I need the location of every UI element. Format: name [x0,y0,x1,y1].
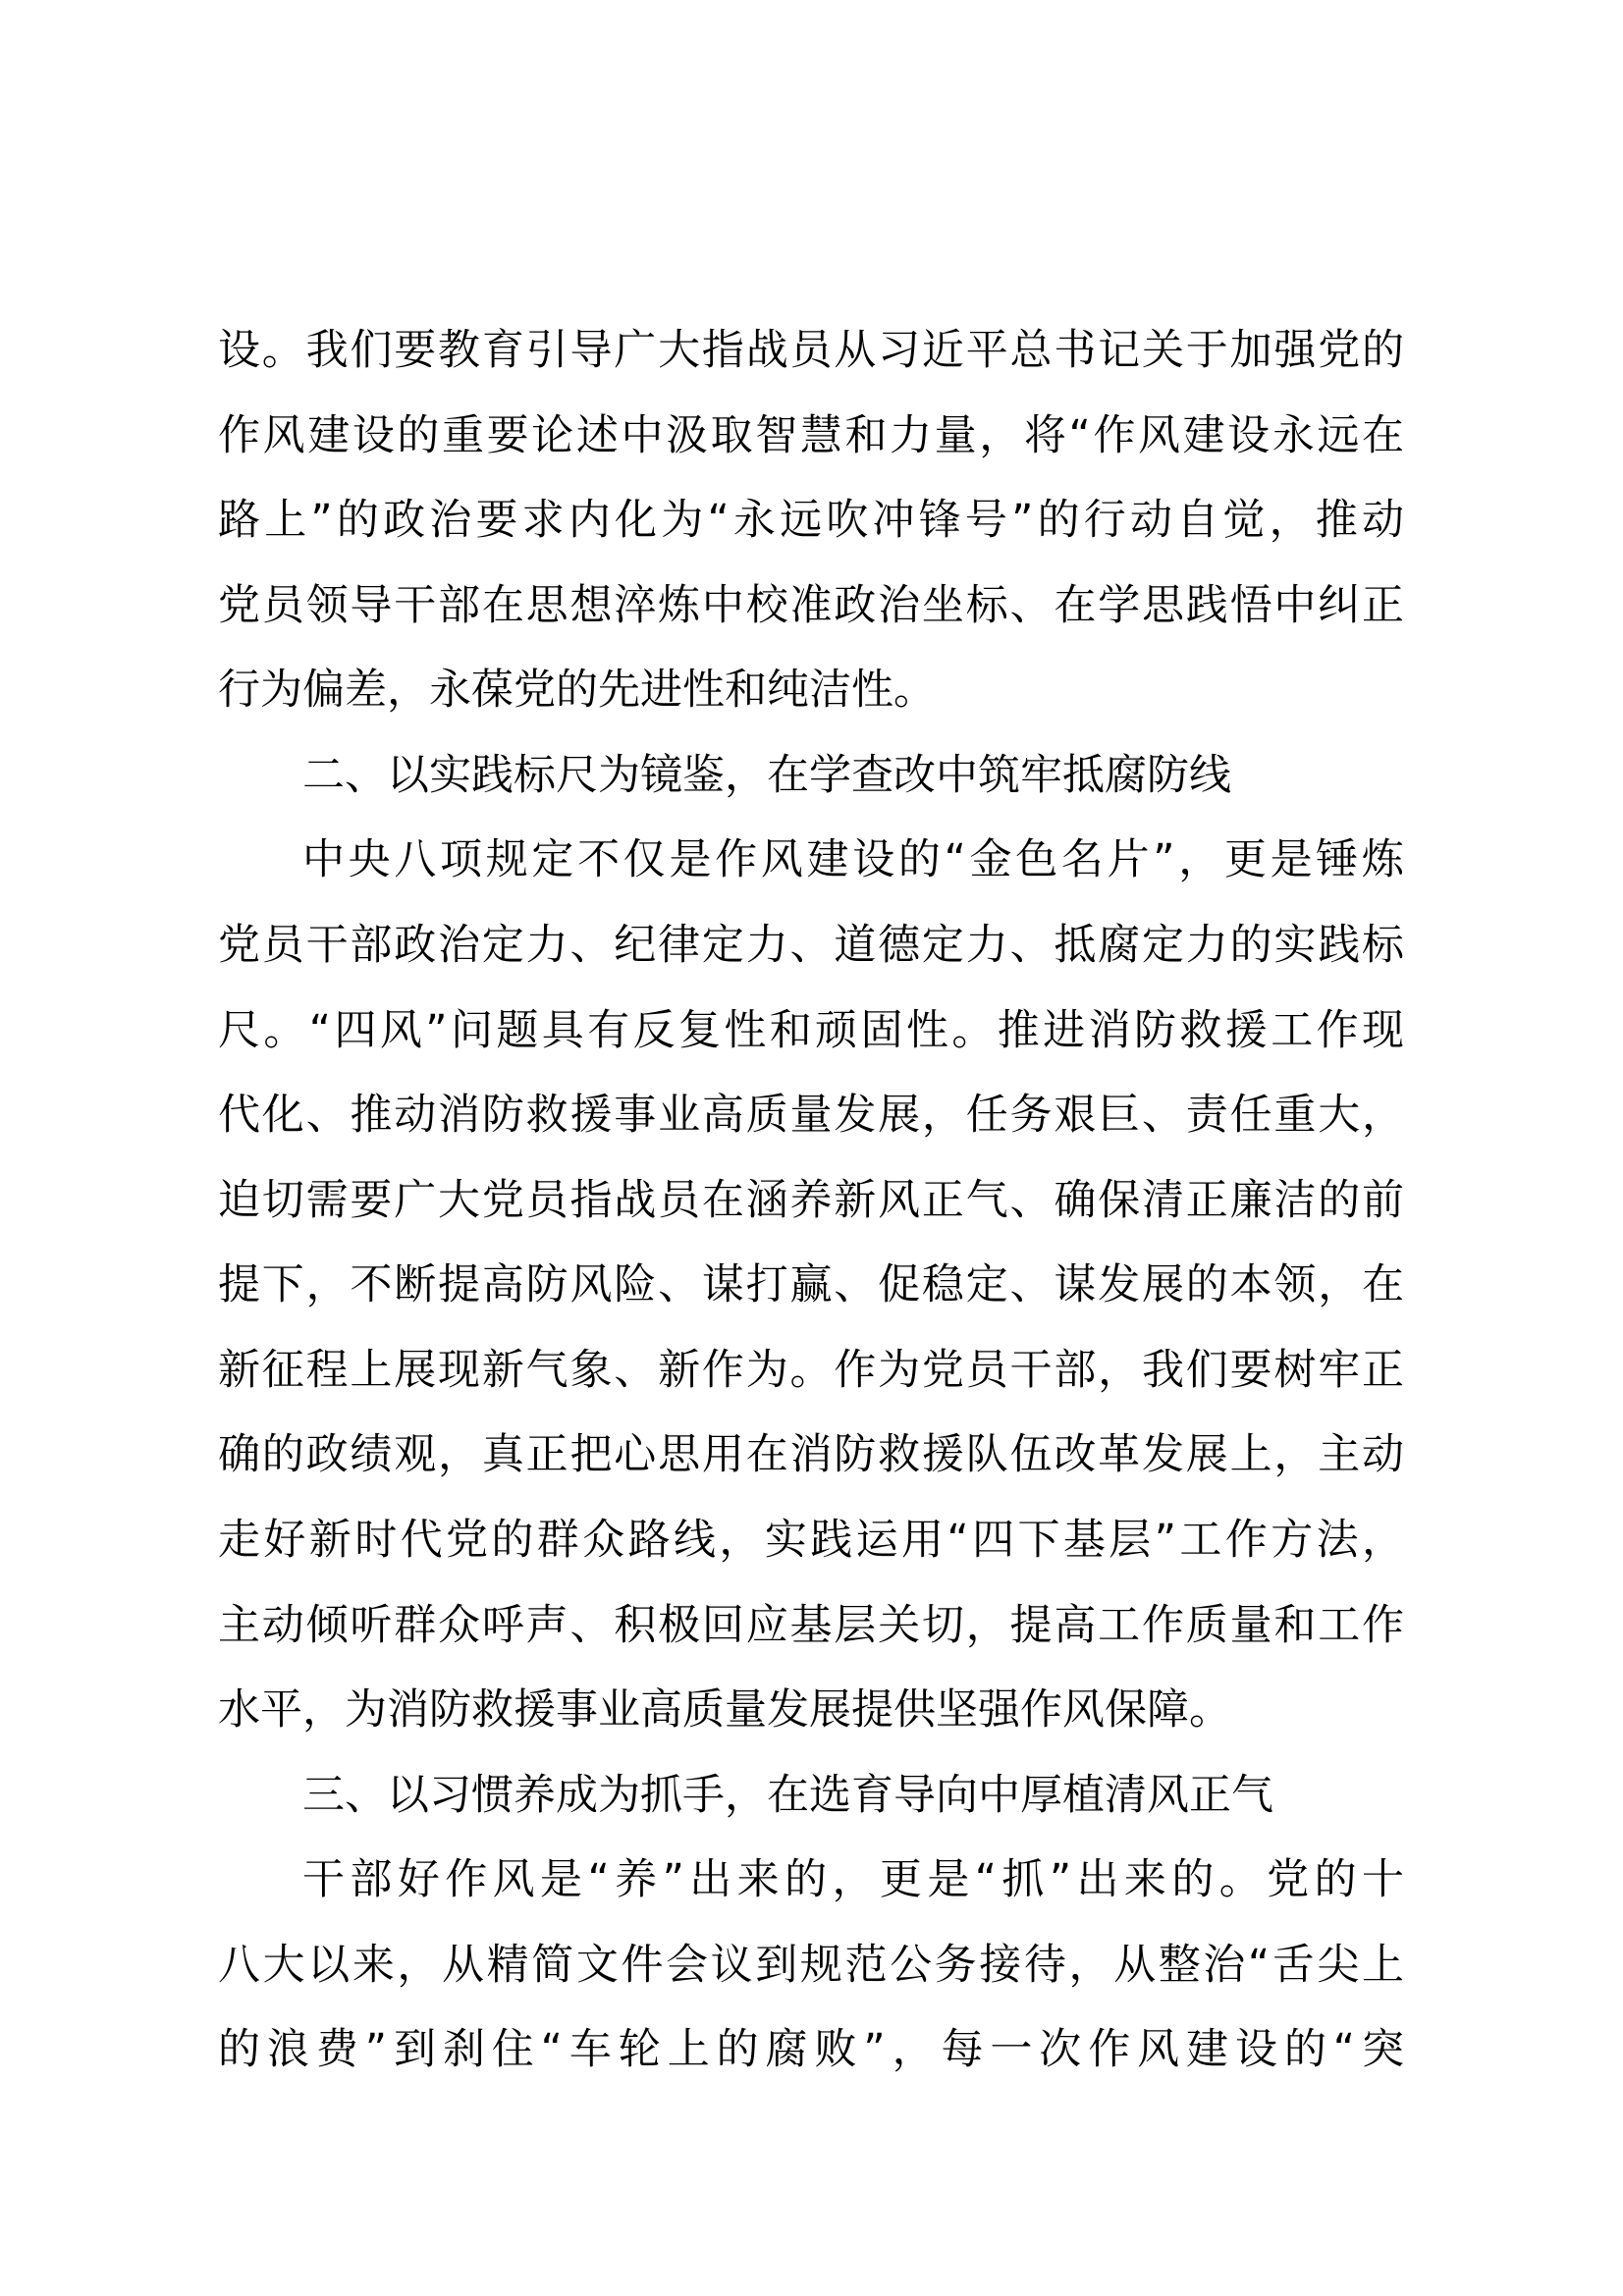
paragraph-line: 路上”的政治要求内化为“永远吹冲锋号”的行动自觉，推动 [218,496,1404,545]
paragraph-line: 中央八项规定不仅是作风建设的“金色名片”，更是锤炼 [302,835,1404,884]
paragraph-line: 八大以来，从精简文件会议到规范公务接待，从整治“舌尖上 [218,1941,1404,1990]
paragraph-line: 代化、推动消防救援事业高质量发展，任务艰巨、责任重大， [218,1091,1404,1140]
section-heading: 三、以习惯养成为抓手，在选育导向中厚植清风正气 [302,1771,1273,1820]
paragraph-line: 设。我们要教育引导广大指战员从习近平总书记关于加强党的 [218,326,1404,375]
paragraph-line: 新征程上展现新气象、新作为。作为党员干部，我们要树牢正 [218,1346,1404,1395]
paragraph-line: 党员领导干部在思想淬炼中校准政治坐标、在学思践悟中纠正 [218,581,1404,630]
paragraph-line: 迫切需要广大党员指战员在涵养新风正气、确保清正廉洁的前 [218,1176,1404,1225]
paragraph-line: 水平，为消防救援事业高质量发展提供坚强作风保障。 [218,1685,1231,1735]
paragraph-line: 尺。“四风”问题具有反复性和顽固性。推进消防救援工作现 [218,1006,1404,1055]
paragraph-line: 确的政绩观，真正把心思用在消防救援队伍改革发展上，主动 [218,1430,1404,1479]
paragraph-line: 党员干部政治定力、纪律定力、道德定力、抵腐定力的实践标 [218,921,1404,970]
paragraph-line: 提下，不断提高防风险、谋打赢、促稳定、谋发展的本领，在 [218,1260,1404,1309]
paragraph-line: 主动倾听群众呼声、积极回应基层关切，提高工作质量和工作 [218,1601,1404,1650]
paragraph-line: 行为偏差，永葆党的先进性和纯洁性。 [218,666,936,715]
paragraph-line: 走好新时代党的群众路线，实践运用“四下基层”工作方法， [218,1516,1404,1565]
section-heading: 二、以实践标尺为镜鉴，在学查改中筑牢抵腐防线 [302,751,1231,800]
paragraph-line: 作风建设的重要论述中汲取智慧和力量，将“作风建设永远在 [218,411,1404,460]
paragraph-line: 的浪费”到刹住“车轮上的腐败”，每一次作风建设的“突 [218,2025,1404,2074]
paragraph-line: 干部好作风是“养”出来的，更是“抓”出来的。党的十 [302,1855,1404,1904]
